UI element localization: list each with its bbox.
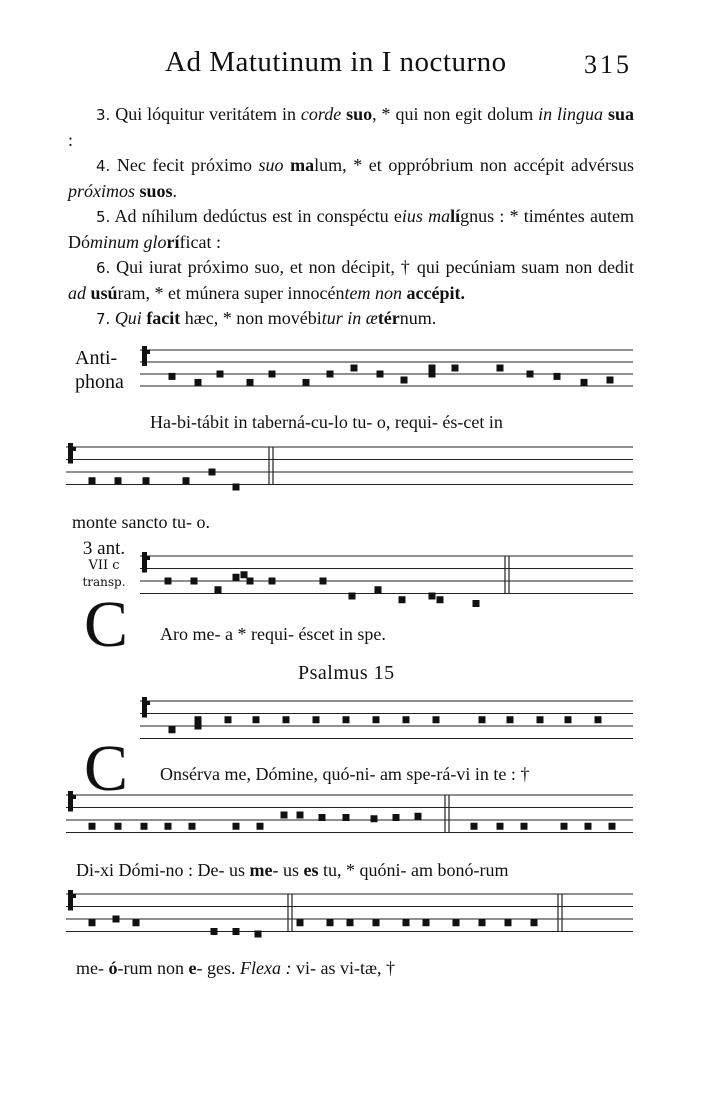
neume-note <box>319 814 326 821</box>
neume-note <box>595 716 602 723</box>
antiphon-label <box>75 346 124 394</box>
neume-note <box>165 578 172 585</box>
verse-text: ma <box>290 155 315 175</box>
neume-note <box>233 823 240 830</box>
neume-note <box>377 371 384 378</box>
neume-note <box>297 919 304 926</box>
neume-note <box>375 586 382 593</box>
do-clef-icon <box>72 447 76 451</box>
neume-note <box>429 593 436 600</box>
do-clef-icon <box>142 346 147 366</box>
neume-note <box>113 916 120 923</box>
neume-note <box>561 823 568 830</box>
verse-text: suo <box>346 104 373 124</box>
neume-note <box>507 716 514 723</box>
neume-note <box>165 823 172 830</box>
verse-text: hæc, * non movébi <box>180 308 322 328</box>
verse-text: Qui iurat próximo suo, et non décipit, † qui pecúniam suam non dedit <box>110 257 634 277</box>
neume-note <box>195 716 202 723</box>
neume-note <box>141 823 148 830</box>
neume-note <box>429 371 436 378</box>
page-title: Ad Matutinum in I nocturno <box>165 46 507 78</box>
neume-note <box>89 477 96 484</box>
verse-text: facit <box>146 308 181 328</box>
lyric-seg: tu, * quóni- am bonó-rum <box>318 860 509 880</box>
antiphon-lyrics-line1: Ha-bi-tábit in taberná-cu-lo tu- o, requi- és-cet in <box>150 412 503 432</box>
verse-text: num. <box>399 308 437 328</box>
neume-note <box>343 814 350 821</box>
neume-note <box>471 823 478 830</box>
neume-note <box>607 377 614 384</box>
lyric-seg: - ges. <box>196 958 240 978</box>
neume-note <box>351 365 358 372</box>
verse-text: ram, * et múnera super innocén <box>117 282 345 303</box>
do-clef-icon <box>68 443 73 464</box>
neume-note <box>253 716 260 723</box>
neume-note <box>269 578 276 585</box>
neume-note <box>423 919 430 926</box>
neume-note <box>313 716 320 723</box>
neume-note <box>453 919 460 926</box>
neume-note <box>195 379 202 386</box>
verse-number: 7. <box>96 310 111 328</box>
neume-note <box>257 823 264 830</box>
verse-text: lum, * et oppróbrium non accépit advérsus <box>314 155 634 175</box>
lyric-seg-bold: e <box>188 958 197 978</box>
neume-note <box>531 919 538 926</box>
lyric-seg-bold: es <box>303 860 319 880</box>
verse-text: rí <box>166 231 180 252</box>
neume-note <box>233 574 240 581</box>
neume-note <box>403 919 410 926</box>
neume-note <box>537 716 544 723</box>
lyric-seg: -rum non <box>117 958 189 978</box>
verse-text: acc <box>406 282 432 303</box>
verse-text: suos <box>139 180 173 201</box>
verse-text: in lingua <box>538 104 604 124</box>
verse-text: sua <box>607 104 634 124</box>
lyric-seg: me- <box>76 958 109 978</box>
neume-note <box>497 365 504 372</box>
neume-note <box>479 919 486 926</box>
verse-text: corde <box>300 104 342 124</box>
do-clef-icon <box>146 556 150 560</box>
neume-note <box>585 823 592 830</box>
lyric-seg-bold: me <box>249 860 273 880</box>
lyric-seg: vi- as vi-tæ, † <box>291 958 395 978</box>
neume-note <box>349 593 356 600</box>
neume-note <box>343 716 350 723</box>
do-clef-icon <box>72 795 76 799</box>
neume-note <box>303 379 310 386</box>
do-clef-icon <box>146 701 150 705</box>
verse-text: Qui lóquitur veritátem in <box>110 104 301 124</box>
neume-note <box>609 823 616 830</box>
neume-note <box>133 919 140 926</box>
neume-note <box>195 723 202 730</box>
neume-note <box>169 726 176 733</box>
neume-note <box>169 373 176 380</box>
neume-note <box>89 919 96 926</box>
do-clef-icon <box>72 894 76 898</box>
neume-note <box>183 477 190 484</box>
neume-note <box>429 365 436 372</box>
neume-note <box>505 919 512 926</box>
verse-text: , * qui non egit dolum <box>372 104 539 124</box>
verse-text: lí <box>450 206 461 226</box>
neume-note <box>320 578 327 585</box>
do-clef-icon <box>68 890 73 911</box>
neume-note <box>143 477 150 484</box>
psalm-lyrics-line3 <box>76 958 395 979</box>
neume-note <box>281 812 288 819</box>
neume-note <box>297 812 304 819</box>
lyric-seg-bold: ó <box>108 958 118 978</box>
neume-note <box>211 928 218 935</box>
neume-note <box>283 716 290 723</box>
verse-number: 6. <box>96 259 111 277</box>
verse-text: sú <box>100 282 118 303</box>
page-number: 315 <box>584 50 632 79</box>
do-clef-icon <box>142 697 147 718</box>
psalm-title: Psalmus 15 <box>298 662 395 684</box>
intonation-lyrics: Aro me- a * requi- éscet in spe. <box>160 624 386 644</box>
neume-note <box>233 484 240 491</box>
neume-note <box>191 578 198 585</box>
antiphon-label-line2: phona <box>75 371 124 393</box>
neume-note <box>415 813 422 820</box>
neume-note <box>89 823 96 830</box>
verse-text: ad <box>68 282 86 303</box>
neume-note <box>247 379 254 386</box>
verse-text: minum glo <box>90 231 167 252</box>
neume-note <box>115 477 122 484</box>
antiphon-label-line1: Anti- <box>75 347 118 369</box>
verse-text: Ad níhilum dedúctus est in conspéctu e <box>110 206 402 226</box>
neume-note <box>225 716 232 723</box>
neume-note <box>247 578 254 585</box>
verse-text: tur in æ <box>321 308 378 328</box>
neume-note <box>479 716 486 723</box>
neume-note <box>269 371 276 378</box>
psalm-initial: C <box>84 732 129 805</box>
verse-text: é <box>431 282 440 303</box>
psalm-lyrics-line2 <box>76 860 508 881</box>
neume-note <box>565 716 572 723</box>
neume-note <box>115 823 122 830</box>
neume-note <box>554 373 561 380</box>
neume-note <box>437 596 444 603</box>
neume-note <box>217 371 224 378</box>
verse-text: . <box>172 180 178 201</box>
neume-note <box>473 600 480 607</box>
neume-note <box>215 586 222 593</box>
neume-note <box>497 823 504 830</box>
neume-note <box>373 716 380 723</box>
antiphon-lyrics-line2: monte sancto tu- o. <box>72 512 210 532</box>
verse-text: ficat : <box>179 231 221 252</box>
neume-note <box>401 377 408 384</box>
verse-number: 4. <box>96 157 111 175</box>
do-clef-icon <box>142 552 147 573</box>
antiphon-mode: VII c <box>88 558 120 573</box>
neume-note <box>403 716 410 723</box>
lyric-seg: - us <box>272 860 304 880</box>
verse-text: tem non <box>344 282 402 303</box>
neume-note <box>241 571 248 578</box>
intonation-side-label <box>76 540 132 591</box>
verse-text: tér <box>377 308 400 328</box>
verse-text: : <box>68 129 74 150</box>
neume-note <box>433 716 440 723</box>
intonation-initial: C <box>84 588 129 661</box>
verse-number: 5. <box>96 208 111 226</box>
neume-note <box>347 919 354 926</box>
verse-text: pit. <box>439 282 465 303</box>
neume-note <box>373 919 380 926</box>
neume-note <box>452 365 459 372</box>
do-clef-icon <box>68 791 73 812</box>
lyric-seg: Di-xi Dómi-no : De- us <box>76 860 250 880</box>
antiphon-number: 3 ant. <box>82 538 126 559</box>
verse-text: próximos <box>68 180 135 201</box>
neume-note <box>393 814 400 821</box>
neume-note <box>581 379 588 386</box>
verse-text: u <box>90 282 101 303</box>
do-clef-icon <box>146 350 150 354</box>
neume-note <box>255 931 262 938</box>
verse-text: suo <box>258 155 284 175</box>
psalm-lyrics-line1: Onsérva me, Dómine, quó-ni- am spe-rá-vi in te : † <box>160 764 530 784</box>
verse-text: gnus : * timéntes autem Dó <box>68 206 634 252</box>
verse-number: 3. <box>96 106 111 124</box>
neume-note <box>527 371 534 378</box>
neume-note <box>209 469 216 476</box>
lyric-seg-italic: Flexa : <box>239 958 292 978</box>
antiphon-transposition: transp. <box>82 575 126 589</box>
neume-note <box>189 823 196 830</box>
verse-text: Qui <box>114 308 142 328</box>
neume-note <box>327 919 334 926</box>
neume-note <box>521 823 528 830</box>
verse-text: ius ma <box>401 206 451 226</box>
verse-text: Nec fecit próximo <box>110 155 259 175</box>
neume-note <box>327 371 334 378</box>
neume-note <box>371 815 378 822</box>
neume-note <box>399 596 406 603</box>
neume-note <box>233 928 240 935</box>
